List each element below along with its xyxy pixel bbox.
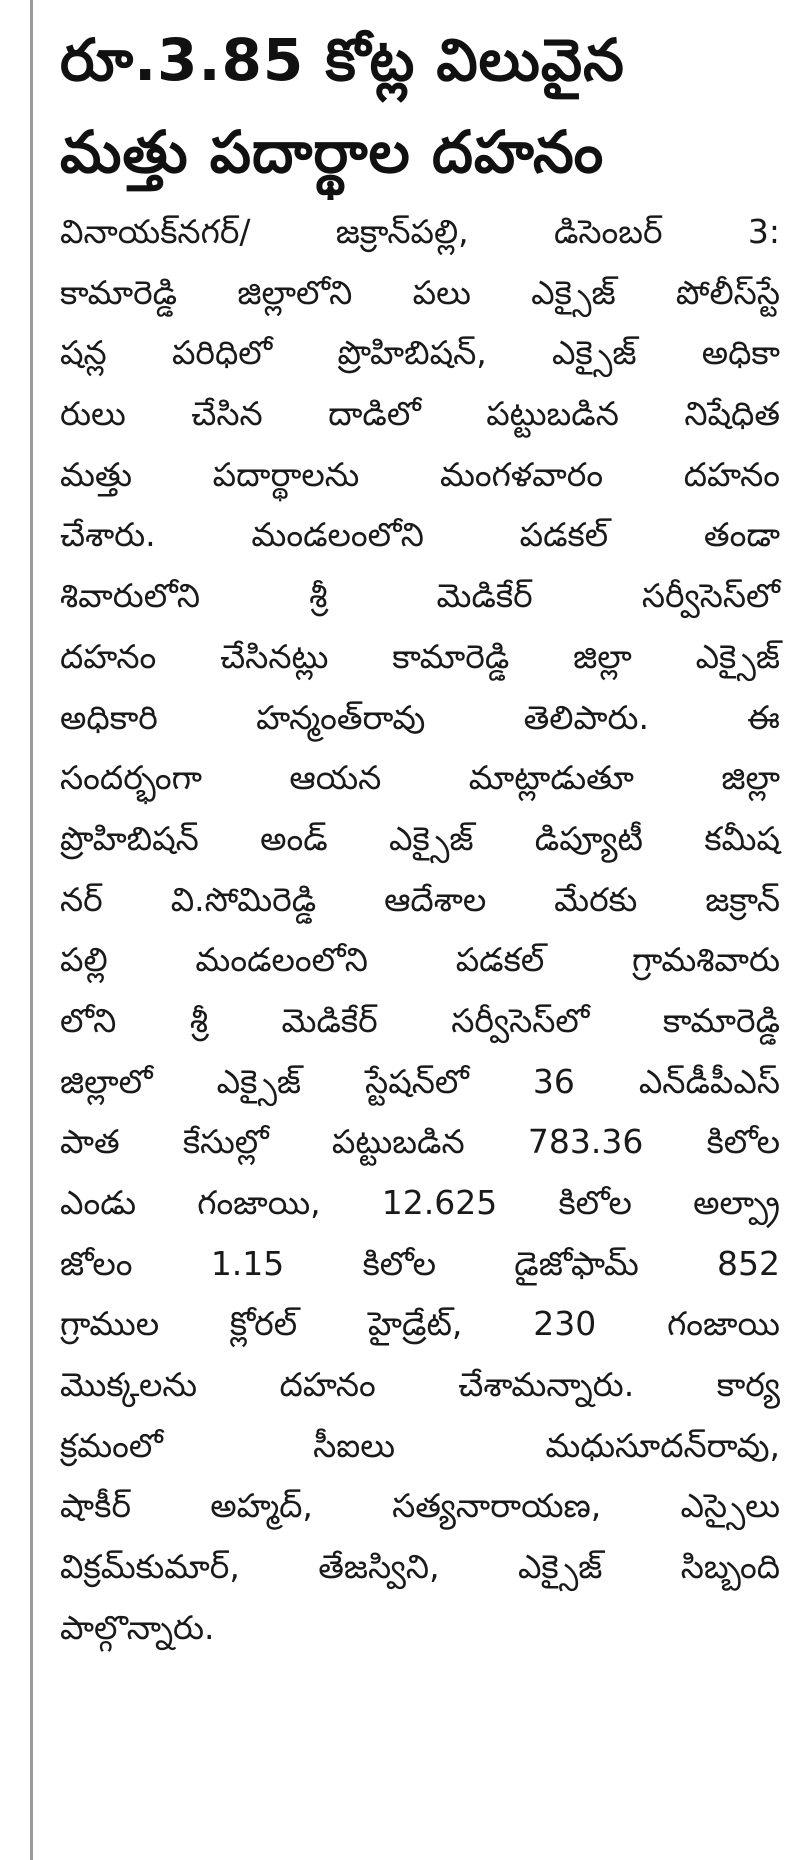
body-line: నర్ వి.సోమిరెడ్డి ఆదేశాల మేరకు జక్రాన్ (60, 879, 780, 919)
body-line: పాత కేసుల్లో పట్టుబడిన 783.36 కిలోల (60, 1122, 780, 1162)
body-line-dateline: వినాయక్‌నగర్/ జక్రాన్‌పల్లి, డిసెంబర్ 3: (60, 212, 780, 251)
body-line: దహనం చేసినట్లు కామారెడ్డి జిల్లా ఎక్సైజ్ (60, 636, 780, 676)
body-line: అధికారి హన్మంత్‌రావు తెలిపారు. ఈ (60, 697, 780, 737)
body-line: ఎండు గంజాయి, 12.625 కిలోల అల్ప్రా (60, 1183, 780, 1222)
column-divider-rule (30, 0, 33, 1860)
body-line: సందర్భంగా ఆయన మాట్లాడుతూ జిల్లా (60, 758, 780, 798)
body-line: షన్ల పరిధిలో ప్రొహిబిషన్, ఎక్సైజ్ అధికా (60, 333, 780, 373)
headline-line-2: మత్తు పదార్థాల దహనం (60, 118, 605, 186)
body-line: పల్లి మండలంలోని పడకల్ గ్రామశివారు (60, 940, 780, 980)
body-line: క్రమంలో సీఐలు మధుసూదన్‌రావు, (60, 1425, 780, 1465)
body-line: విక్రమ్‌కుమార్, తేజస్విని, ఎక్సైజ్ సిబ్బంది (60, 1547, 780, 1587)
news-article (60, 14, 780, 1659)
article-body (60, 202, 780, 1659)
body-line: చేశారు. మండలంలోని పడకల్ తండా (60, 515, 780, 555)
article-headline (60, 14, 780, 198)
body-line: మత్తు పదార్థాలను మంగళవారం దహనం (60, 454, 780, 494)
headline-line-1: రూ.3.85 కోట్ల విలువైన (60, 26, 625, 94)
body-line: షాకీర్ అహ్మద్, సత్యనారాయణ, ఎస్సైలు (60, 1486, 780, 1526)
body-line: ప్రొహిబిషన్ అండ్ ఎక్సైజ్ డిప్యూటీ కమీష (60, 818, 780, 858)
body-line: గ్రాముల క్లోరల్ హైడ్రేట్, 230 గంజాయి (60, 1304, 780, 1344)
body-line: జోలం 1.15 కిలోల డైజోఫామ్ 852 (60, 1243, 780, 1283)
body-line-final: పాల్గొన్నారు. (60, 1607, 215, 1647)
body-line: శివారులోని శ్రీ మెడికేర్ సర్వీసెస్‌లో (60, 576, 780, 616)
body-line: లోని శ్రీ మెడికేర్ సర్వీసెస్‌లో కామారెడ్డి (60, 1000, 780, 1040)
body-line: జిల్లాలో ఎక్సైజ్ స్టేషన్‌లో 36 ఎన్‌డీపీఎస్ (60, 1061, 780, 1101)
body-line: రులు చేసిన దాడిలో పట్టుబడిన నిషేధిత (60, 394, 780, 434)
body-line: కామారెడ్డి జిల్లాలోని పలు ఎక్సైజ్ పోలీస్‌స్టే (60, 272, 780, 312)
body-line: మొక్కలను దహనం చేశామన్నారు. కార్య (60, 1365, 780, 1405)
